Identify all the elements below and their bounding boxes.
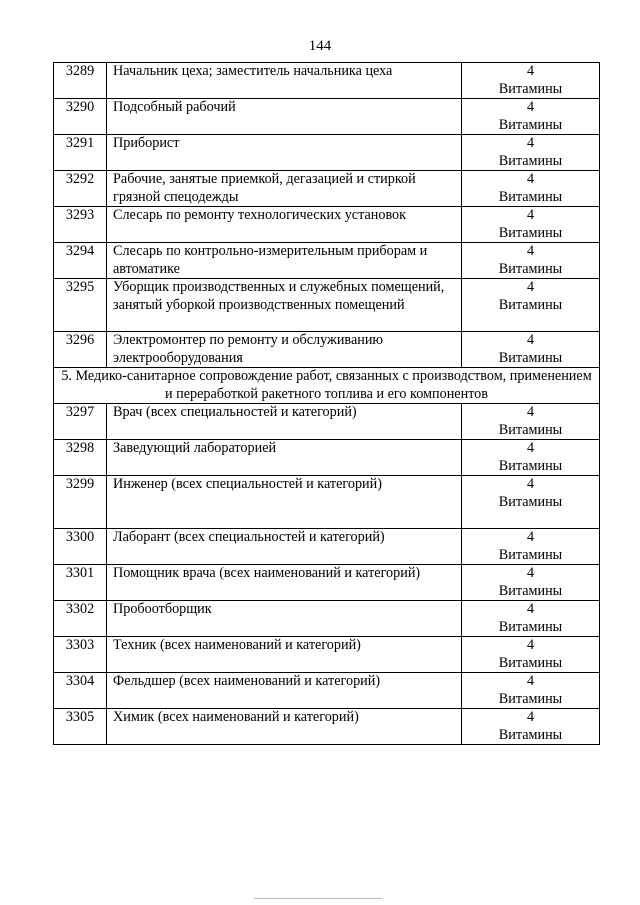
provision-cell	[462, 171, 600, 207]
provision-code: 4	[526, 601, 535, 617]
provision-code: 4	[526, 673, 535, 689]
row-number: 3300	[54, 529, 107, 565]
provision-cell	[462, 332, 600, 368]
table-row	[54, 565, 600, 601]
provision-code: 4	[526, 135, 535, 151]
provision-code: 4	[526, 332, 535, 348]
row-number: 3291	[54, 135, 107, 171]
row-number: 3293	[54, 207, 107, 243]
profession-name: Пробоотборщик	[107, 601, 462, 637]
table-row	[54, 171, 600, 207]
profession-name: Техник (всех наименований и категорий)	[107, 637, 462, 673]
profession-name: Помощник врача (всех наименований и категорий)	[107, 565, 462, 601]
provision-cell	[462, 601, 600, 637]
provision-type: Витамины	[498, 493, 563, 510]
provision-code: 4	[526, 207, 535, 223]
table-row	[54, 332, 600, 368]
table-body	[54, 63, 600, 745]
provision-type: Витамины	[498, 260, 563, 277]
row-number: 3301	[54, 565, 107, 601]
row-number: 3299	[54, 476, 107, 529]
row-number: 3289	[54, 63, 107, 99]
provision-type: Витамины	[498, 457, 563, 474]
provision-cell	[462, 673, 600, 709]
provision-type: Витамины	[498, 618, 563, 635]
profession-name: Уборщик производственных и служебных помещений, занятый уборкой производственных помещений	[107, 279, 462, 332]
row-number: 3304	[54, 673, 107, 709]
table-row	[54, 135, 600, 171]
profession-name: Химик (всех наименований и категорий)	[107, 709, 462, 745]
provision-type: Витамины	[498, 546, 563, 563]
provision-cell	[462, 63, 600, 99]
profession-name: Электромонтер по ремонту и обслуживанию электрооборудования	[107, 332, 462, 368]
row-number: 3305	[54, 709, 107, 745]
provision-code: 4	[526, 279, 535, 295]
provision-code: 4	[526, 529, 535, 545]
profession-name: Начальник цеха; заместитель начальника цеха	[107, 63, 462, 99]
provision-type: Витамины	[498, 152, 563, 169]
table-row	[54, 404, 600, 440]
provision-cell	[462, 404, 600, 440]
provision-cell	[462, 207, 600, 243]
row-number: 3294	[54, 243, 107, 279]
profession-name: Слесарь по контрольно-измерительным приборам и автоматике	[107, 243, 462, 279]
provision-code: 4	[526, 404, 535, 420]
profession-name: Слесарь по ремонту технологических установок	[107, 207, 462, 243]
row-number: 3298	[54, 440, 107, 476]
provision-type: Витамины	[498, 224, 563, 241]
provision-code: 4	[526, 709, 535, 725]
row-number: 3302	[54, 601, 107, 637]
profession-name: Врач (всех специальностей и категорий)	[107, 404, 462, 440]
section-header-row	[54, 368, 600, 404]
provision-type: Витамины	[498, 116, 563, 133]
profession-name: Заведующий лабораторией	[107, 440, 462, 476]
provision-type: Витамины	[498, 690, 563, 707]
provision-code: 4	[526, 476, 535, 492]
provision-cell	[462, 99, 600, 135]
provision-code: 4	[526, 99, 535, 115]
page-edge-mark	[254, 898, 382, 899]
provision-code: 4	[526, 637, 535, 653]
provision-cell	[462, 243, 600, 279]
table-row	[54, 440, 600, 476]
provision-cell	[462, 476, 600, 529]
row-number: 3295	[54, 279, 107, 332]
table-row	[54, 243, 600, 279]
provision-type: Витамины	[498, 349, 563, 366]
provision-code: 4	[526, 243, 535, 259]
table-row	[54, 63, 600, 99]
profession-name: Фельдшер (всех наименований и категорий)	[107, 673, 462, 709]
table-row	[54, 207, 600, 243]
section-title: 5. Медико-санитарное сопровождение работ, связанных с производством, применением и переработкой ракетного топлива и его компонентов	[54, 368, 600, 404]
provision-cell	[462, 279, 600, 332]
provision-type: Витамины	[498, 188, 563, 205]
provision-cell	[462, 529, 600, 565]
row-number: 3303	[54, 637, 107, 673]
provision-type: Витамины	[498, 80, 563, 97]
table-row	[54, 529, 600, 565]
profession-table	[53, 62, 600, 745]
page-number: 144	[308, 38, 332, 54]
provision-code: 4	[526, 565, 535, 581]
table-row	[54, 637, 600, 673]
provision-type: Витамины	[498, 654, 563, 671]
provision-type: Витамины	[498, 582, 563, 599]
profession-name: Инженер (всех специальностей и категорий)	[107, 476, 462, 529]
provision-type: Витамины	[498, 296, 563, 313]
provision-cell	[462, 135, 600, 171]
provision-code: 4	[526, 171, 535, 187]
table-row	[54, 99, 600, 135]
profession-name: Лаборант (всех специальностей и категорий)	[107, 529, 462, 565]
table-row	[54, 476, 600, 529]
table-row	[54, 709, 600, 745]
provision-code: 4	[526, 63, 535, 79]
row-number: 3292	[54, 171, 107, 207]
provision-code: 4	[526, 440, 535, 456]
provision-cell	[462, 637, 600, 673]
row-number: 3297	[54, 404, 107, 440]
row-number: 3290	[54, 99, 107, 135]
provision-cell	[462, 565, 600, 601]
profession-name: Рабочие, занятые приемкой, дегазацией и стиркой грязной спецодежды	[107, 171, 462, 207]
provision-cell	[462, 440, 600, 476]
profession-name: Подсобный рабочий	[107, 99, 462, 135]
table-row	[54, 673, 600, 709]
provision-type: Витамины	[498, 421, 563, 438]
table-row	[54, 601, 600, 637]
table-row	[54, 279, 600, 332]
provision-type: Витамины	[498, 726, 563, 743]
row-number: 3296	[54, 332, 107, 368]
provision-cell	[462, 709, 600, 745]
profession-name: Приборист	[107, 135, 462, 171]
